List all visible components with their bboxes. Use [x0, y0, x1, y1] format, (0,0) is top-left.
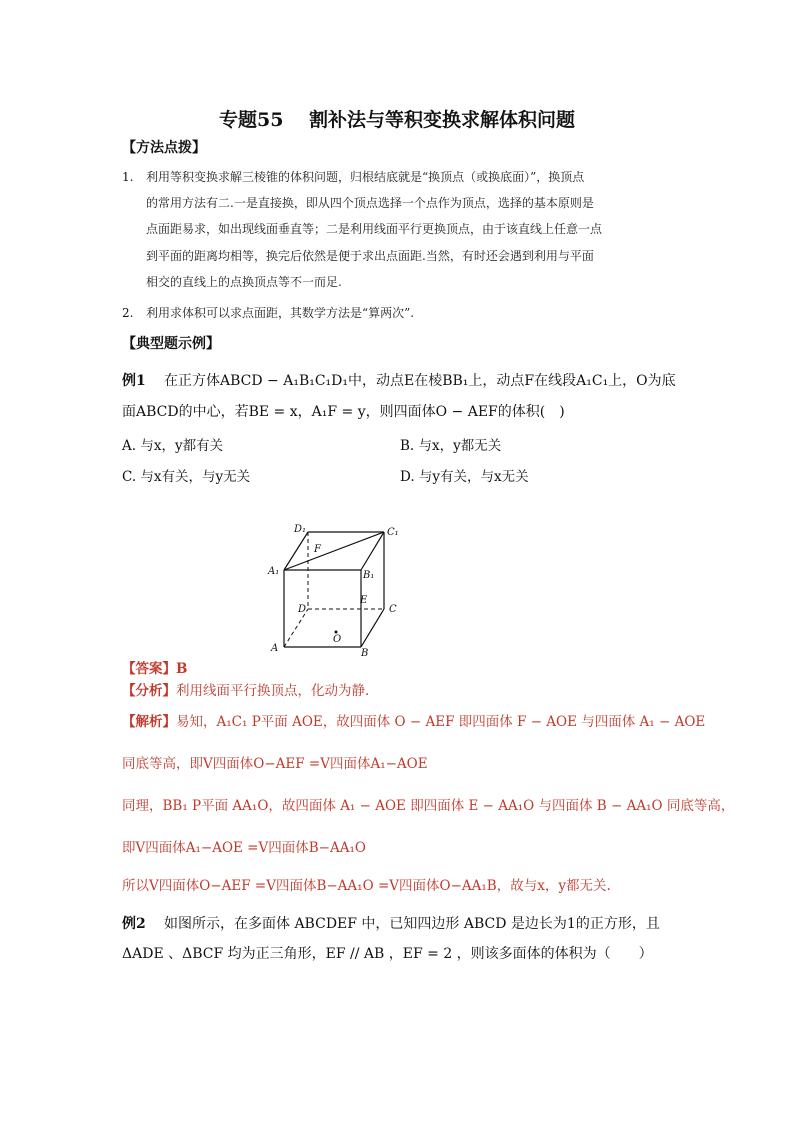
analysis-text: 利用线面平行换顶点，化动为静.	[176, 683, 370, 699]
example-1-question-line-2: 面ABCD的中心，若BE = x，A₁F = y，则四面体O − AEF的体积( )	[122, 404, 565, 420]
label-a: A	[271, 643, 279, 654]
method-item-2-text: 利用求体积可以求点面距，其数学方法是“算两次”.	[146, 306, 415, 320]
method-item-1-line-5: 相交的直线上的点换顶点等不一而足.	[146, 275, 342, 289]
example-2-question-line-1: 如图所示，在多面体 ABCDEF 中，已知四边形 ABCD 是边长为1的正方形，且	[164, 916, 660, 932]
solution-line-1	[122, 710, 705, 730]
label-f: F	[314, 544, 321, 555]
label-b1: B₁	[363, 570, 375, 581]
method-item-1-line-3: 点面距易求，如出现线面垂直等；二是利用线面平行更换顶点，由于该直线上任意一点	[146, 222, 603, 236]
label-a1: A₁	[268, 566, 280, 577]
method-item-1-line-4: 到平面的距离均相等，换完后依然是便于求出点面距.当然，有时还会遇到利用与平面	[146, 249, 594, 263]
method-item-1-line-2: 的常用方法有二.一是直接换，即从四个顶点选择一个点作为顶点，选择的基本原则是	[146, 196, 594, 210]
method-item-1-line-1: 利用等积变换求解三棱锥的体积问题，归根结底就是“换顶点（或换底面）”，换顶点	[146, 170, 585, 184]
example-section-header: 【典型题示例】	[122, 336, 220, 352]
solution-line-4: 即V四面体A₁−AOE =V四面体B−AA₁O	[122, 840, 366, 856]
example-2-question-line-2: ΔADE 、ΔBCF 均为正三角形，EF // AB ，EF = 2 ，则该多面体的体积为（ ）	[122, 946, 653, 962]
label-c1: C₁	[387, 527, 399, 538]
solution-line-5: 所以V四面体O−AEF =V四面体B−AA₁O =V四面体O−AA₁B，故与x，y都无关.	[122, 878, 611, 894]
answer-line: 【答案】B	[122, 661, 188, 677]
analysis-line	[122, 679, 369, 699]
page-title: 专题55 割补法与等积变换求解体积问题	[218, 109, 576, 131]
cube-figure	[262, 518, 408, 660]
method-item-2-number: 2.	[122, 306, 134, 320]
solution-label: 【解析】	[122, 714, 176, 730]
label-d1: D₁	[294, 524, 307, 535]
option-a: A. 与x，y都有关	[122, 438, 224, 454]
solution-line-2: 同底等高，即V四面体O−AEF =V四面体A₁−AOE	[122, 756, 428, 772]
example-1-question-line-1: 在正方体ABCD − A₁B₁C₁D₁中，动点E在棱BB₁上，动点F在线段A₁C₁上，O为底	[164, 373, 676, 389]
label-c: C	[389, 604, 397, 615]
label-e: E	[360, 595, 368, 606]
solution-line-3: 同理，BB₁ P平面 AA₁O，故四面体 A₁ − AOE 即四面体 E − AA₁O 与四面体 B − AA₁O 同底等高，	[122, 798, 735, 814]
method-item-1-number: 1.	[122, 170, 134, 184]
analysis-label: 【分析】	[122, 683, 176, 699]
solution-text-1: 易知，A₁C₁ P平面 AOE，故四面体 O − AEF 即四面体 F − AOE 与四面体 A₁ − AOE	[176, 714, 706, 730]
label-b: B	[361, 648, 369, 659]
option-d: D. 与y有关，与x无关	[400, 469, 529, 485]
method-section-header: 【方法点拨】	[122, 140, 206, 156]
label-d: D	[298, 604, 307, 615]
example-1-label: 例1	[122, 373, 146, 389]
option-b: B. 与x，y都无关	[400, 438, 502, 454]
label-o: O	[333, 634, 342, 645]
example-2-label: 例2	[122, 916, 146, 932]
option-c: C. 与x有关，与y无关	[122, 469, 251, 485]
